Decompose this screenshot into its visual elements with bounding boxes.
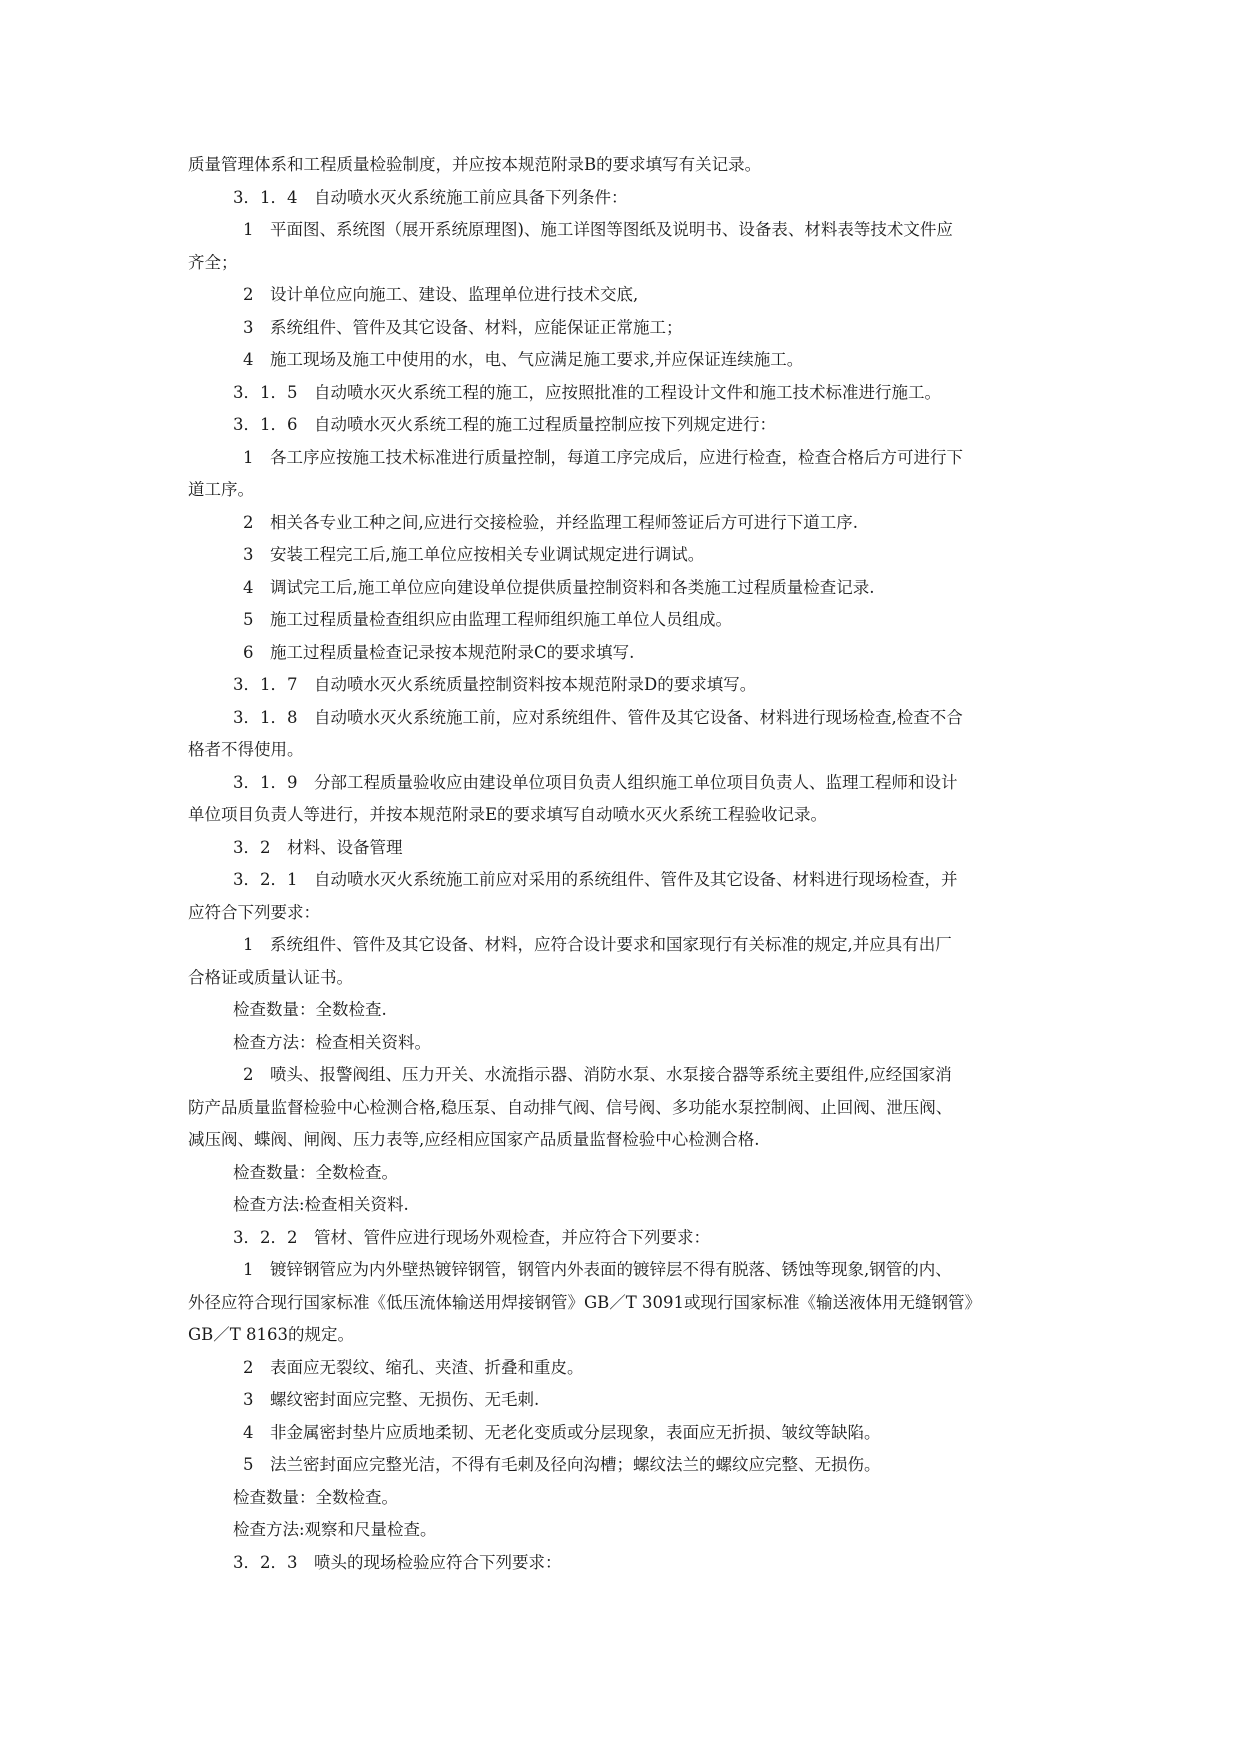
text-line: 4 调试完工后,施工单位应向建设单位提供质量控制资料和各类施工过程质量检查记录. bbox=[243, 577, 875, 597]
text-line: 6 施工过程质量检查记录按本规范附录C的要求填写. bbox=[243, 642, 635, 662]
text-line: 外径应符合现行国家标准《低压流体输送用焊接钢管》GB／T 3091或现行国家标准《输送液体用无缝钢管》 bbox=[188, 1292, 982, 1312]
text-line: 1 各工序应按施工技术标准进行质量控制，每道工序完成后，应进行检查，检查合格后方可进行下 bbox=[243, 447, 963, 467]
document-body bbox=[188, 149, 1050, 1579]
text-line: 1 镀锌钢管应为内外壁热镀锌钢管，钢管内外表面的镀锌层不得有脱落、锈蚀等现象,钢管的内、 bbox=[243, 1260, 952, 1279]
text-line: 5 施工过程质量检查组织应由监理工程师组织施工单位人员组成。 bbox=[243, 610, 732, 629]
text-line: 格者不得使用。 bbox=[188, 740, 304, 759]
text-line: 2 相关各专业工种之间,应进行交接检验，并经监理工程师签证后方可进行下道工序. bbox=[243, 512, 858, 532]
text-line: 3．1．9 分部工程质量验收应由建设单位项目负责人组织施工单位项目负责人、监理工程师和设计 bbox=[233, 772, 958, 792]
text-line: 4 施工现场及施工中使用的水，电、气应满足施工要求,并应保证连续施工。 bbox=[243, 350, 804, 369]
text-line: 单位项目负责人等进行，并按本规范附录E的要求填写自动喷水灭火系统工程验收记录。 bbox=[188, 805, 828, 824]
text-line: 合格证或质量认证书。 bbox=[188, 967, 353, 987]
text-line: 3 安装工程完工后,施工单位应按相关专业调试规定进行调试。 bbox=[243, 545, 705, 564]
text-line: 检查数量：全数检查。 bbox=[233, 1162, 398, 1182]
text-line: 3．1．4 自动喷水灭火系统施工前应具备下列条件： bbox=[233, 187, 628, 207]
text-line: 2 表面应无裂纹、缩孔、夹渣、折叠和重皮。 bbox=[243, 1357, 584, 1377]
text-line: 应符合下列要求： bbox=[188, 902, 320, 922]
text-line: 防产品质量监督检验中心检测合格,稳压泵、自动排气阀、信号阀、多功能水泵控制阀、止回阀、泄压阀、 bbox=[188, 1097, 953, 1117]
text-line: 齐全； bbox=[188, 252, 238, 272]
text-line: 3．2．3 喷头的现场检验应符合下列要求： bbox=[233, 1552, 562, 1572]
text-line: 1 平面图、系统图（展开系统原理图)、施工详图等图纸及说明书、设备表、材料表等技术文件应 bbox=[243, 220, 953, 239]
text-line: 3．2．2 管材、管件应进行现场外观检查，并应符合下列要求： bbox=[233, 1227, 710, 1247]
text-line: 1 系统组件、管件及其它设备、材料，应符合设计要求和国家现行有关标准的规定,并应具有出厂 bbox=[243, 935, 952, 954]
text-line: 2 喷头、报警阀组、压力开关、水流指示器、消防水泵、水泵接合器等系统主要组件,应经国家消 bbox=[243, 1065, 952, 1084]
text-line: 道工序。 bbox=[188, 480, 254, 499]
text-line: 减压阀、蝶阀、闸阀、压力表等,应经相应国家产品质量监督检验中心检测合格. bbox=[188, 1130, 760, 1149]
text-line: 检查数量：全数检查。 bbox=[233, 1487, 398, 1507]
text-line: 3．1．5 自动喷水灭火系统工程的施工，应按照批准的工程设计文件和施工技术标准进行施工。 bbox=[233, 382, 941, 402]
text-line: 3．1．6 自动喷水灭火系统工程的施工过程质量控制应按下列规定进行： bbox=[233, 415, 776, 434]
text-line: 3 系统组件、管件及其它设备、材料，应能保证正常施工； bbox=[243, 317, 683, 337]
text-line: 检查方法:检查相关资料. bbox=[233, 1195, 409, 1214]
text-line: 3．2．1 自动喷水灭火系统施工前应对采用的系统组件、管件及其它设备、材料进行现场检查，并 bbox=[233, 870, 958, 889]
text-line: 检查方法:观察和尺量检查。 bbox=[233, 1520, 437, 1539]
text-line: 2 设计单位应向施工、建设、监理单位进行技术交底, bbox=[243, 285, 639, 304]
text-line: 检查数量：全数检查. bbox=[233, 1000, 387, 1019]
text-line: 检查方法：检查相关资料。 bbox=[233, 1032, 431, 1052]
text-line: 4 非金属密封垫片应质地柔韧、无老化变质或分层现象，表面应无折损、皱纹等缺陷。 bbox=[243, 1422, 881, 1442]
text-line: 5 法兰密封面应完整光洁，不得有毛刺及径向沟槽；螺纹法兰的螺纹应完整、无损伤。 bbox=[243, 1455, 881, 1474]
text-line: 3．2 材料、设备管理 bbox=[233, 837, 403, 857]
text-line: GB／T 8163的规定。 bbox=[188, 1325, 355, 1344]
text-line: 3．1．7 自动喷水灭火系统质量控制资料按本规范附录D的要求填写。 bbox=[233, 675, 757, 694]
text-line: 3 螺纹密封面应完整、无损伤、无毛刺. bbox=[243, 1390, 540, 1409]
text-line: 质量管理体系和工程质量检验制度，并应按本规范附录B的要求填写有关记录。 bbox=[188, 155, 762, 174]
text-line: 3．1．8 自动喷水灭火系统施工前，应对系统组件、管件及其它设备、材料进行现场检查,检查不合 bbox=[233, 707, 963, 727]
